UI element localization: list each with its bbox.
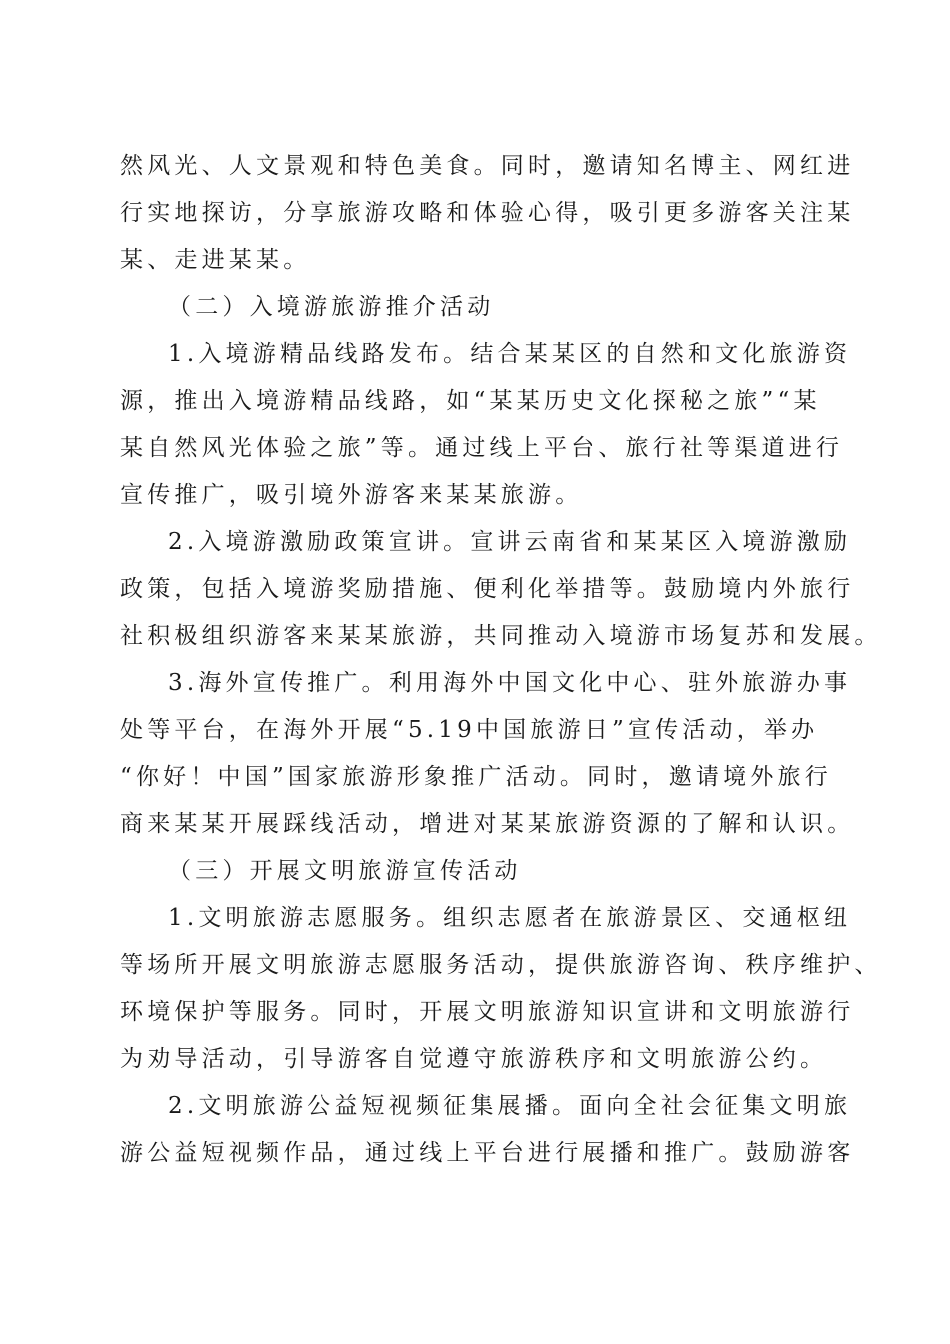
section-heading: （二）入境游旅游推介活动 — [168, 294, 495, 320]
text-line: 某、走进某某。 — [120, 247, 311, 273]
text-line: 等场所开展文明旅游志愿服务活动，提供旅游咨询、秩序维护、 — [120, 952, 882, 978]
text-line: 2.文明旅游公益短视频征集展播。面向全社会征集文明旅 — [168, 1093, 852, 1119]
text-line: 3.海外宣传推广。利用海外中国文化中心、驻外旅游办事 — [168, 670, 852, 696]
text-line: 处等平台，在海外开展“5.19中国旅游日”宣传活动，举办 — [120, 717, 819, 743]
document-body — [120, 146, 882, 1173]
text-line: 1.文明旅游志愿服务。组织志愿者在旅游景区、交通枢纽 — [168, 905, 852, 931]
text-line: 商来某某开展踩线活动，增进对某某旅游资源的了解和认识。 — [120, 811, 855, 837]
text-line: 2.入境游激励政策宣讲。宣讲云南省和某某区入境游激励 — [168, 529, 852, 555]
text-line: 环境保护等服务。同时，开展文明旅游知识宣讲和文明旅游行 — [120, 999, 855, 1025]
section-heading: （三）开展文明旅游宣传活动 — [168, 858, 522, 884]
text-line: 源，推出入境游精品线路，如“某某历史文化探秘之旅”“某 — [120, 388, 821, 414]
text-line: 政策，包括入境游奖励措施、便利化举措等。鼓励境内外旅行 — [120, 576, 855, 602]
text-line: 某自然风光体验之旅”等。通过线上平台、旅行社等渠道进行 — [120, 435, 844, 461]
text-line: 行实地探访，分享旅游攻略和体验心得，吸引更多游客关注某 — [120, 200, 855, 226]
text-line: 社积极组织游客来某某旅游，共同推动入境游市场复苏和发展。 — [120, 623, 882, 649]
text-line: 1.入境游精品线路发布。结合某某区的自然和文化旅游资 — [168, 341, 852, 367]
text-line: 为劝导活动，引导游客自觉遵守旅游秩序和文明旅游公约。 — [120, 1046, 828, 1072]
text-line: 宣传推广，吸引境外游客来某某旅游。 — [120, 482, 583, 508]
text-line: 然风光、人文景观和特色美食。同时，邀请知名博主、网红进 — [120, 153, 855, 179]
text-line: 游公益短视频作品，通过线上平台进行展播和推广。鼓励游客 — [120, 1140, 855, 1166]
text-line: “你好！中国”国家旅游形象推广活动。同时，邀请境外旅行 — [120, 764, 832, 790]
